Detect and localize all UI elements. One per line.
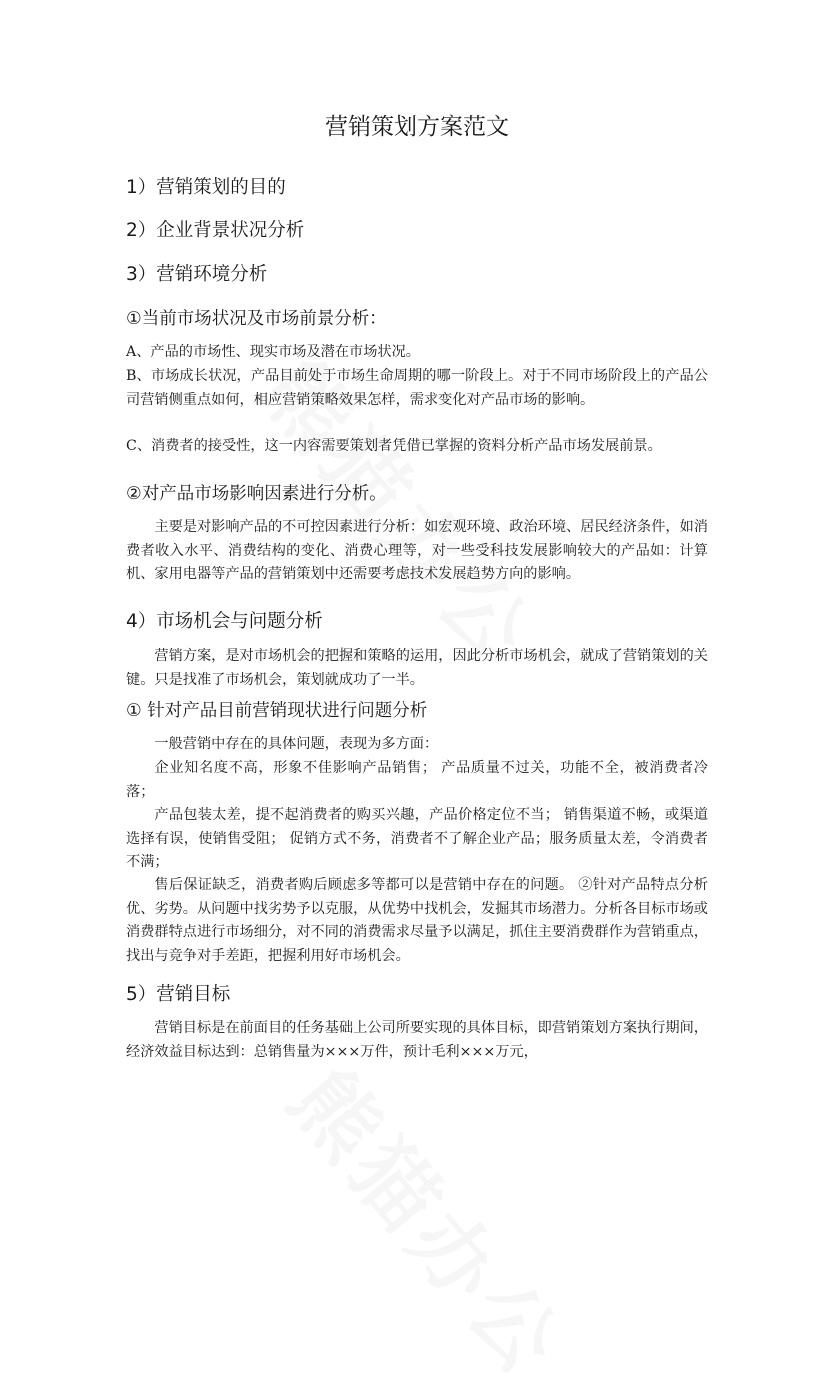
watermark [267,1040,596,1400]
section-heading-4: 4）市场机会与问题分析 [126,611,323,632]
section-heading-3: 3）营销环境分析 [126,264,268,285]
paragraph-4-1-2: 企业知名度不高，形象不佳影响产品销售； 产品质量不过关，功能不全，被消费者冷落； [126,760,708,800]
section-heading-5: 5）营销目标 [126,984,231,1005]
paragraph-4-1-4: 售后保证缺乏，消费者购后顾虑多等都可以是营销中存在的问题。 ②针对产品特点分析优、劣势。从问题中找劣势予以克服，从优势中找机会，发掘其市场潜力。分析各目标市场或消费群特点进行市场细分，对不同的消费需求尽量予以满足，抓住主要消费群作为营销重点，找出与竞争对手差距，把握利用好市场机会。 [126,877,708,964]
subsection-heading-3-1: ①当前市场状况及市场前景分析： [126,309,387,329]
subsection-heading-3-2: ②对产品市场影响因素进行分析。 [126,484,387,504]
paragraph-4: 营销方案，是对市场机会的把握和策略的运用，因此分析市场机会，就成了营销策划的关键。只是找准了市场机会，策划就成功了一半。 [126,648,708,688]
paragraph-3-1-b: B、市场成长状况，产品目前处于市场生命周期的哪一阶段上。对于不同市场阶段上的产品公司营销侧重点如何，相应营销策略效果怎样，需求变化对产品市场的影响。 [126,368,708,408]
paragraph-3-1-c: C、消费者的接受性，这一内容需要策划者凭借已掌握的资料分析产品市场发展前景。 [126,438,662,454]
paragraph-4-1-3: 产品包装太差，提不起消费者的购买兴趣，产品价格定位不当； 销售渠道不畅，或渠道选择有误，使销售受阻； 促销方式不务，消费者不了解企业产品；服务质量太差，令消费者不满； [126,807,708,870]
document-title: 营销策划方案范文 [325,114,509,140]
paragraph-3-1-a: A、产品的市场性、现实市场及潜在市场状况。 [126,344,420,360]
paragraph-3-2: 主要是对影响产品的不可控因素进行分析：如宏观环境、政治环境、居民经济条件，如消费者收入水平、消费结构的变化、消费心理等，对一些受科技发展影响较大的产品如：计算机、家用电器等产品的营销策划中还需要考虑技术发展趋势方向的影响。 [126,519,708,582]
subsection-heading-4-1: ① 针对产品目前营销现状进行问题分析 [126,701,428,721]
section-heading-1: 1）营销策划的目的 [126,177,286,198]
section-heading-2: 2）企业背景状况分析 [126,220,305,241]
paragraph-5: 营销目标是在前面目的任务基础上公司所要实现的具体目标，即营销策划方案执行期间，经济效益目标达到：总销售量为×××万件，预计毛利×××万元， [126,1020,708,1060]
paragraph-4-1-1: 一般营销中存在的具体问题，表现为多方面： [154,736,439,752]
